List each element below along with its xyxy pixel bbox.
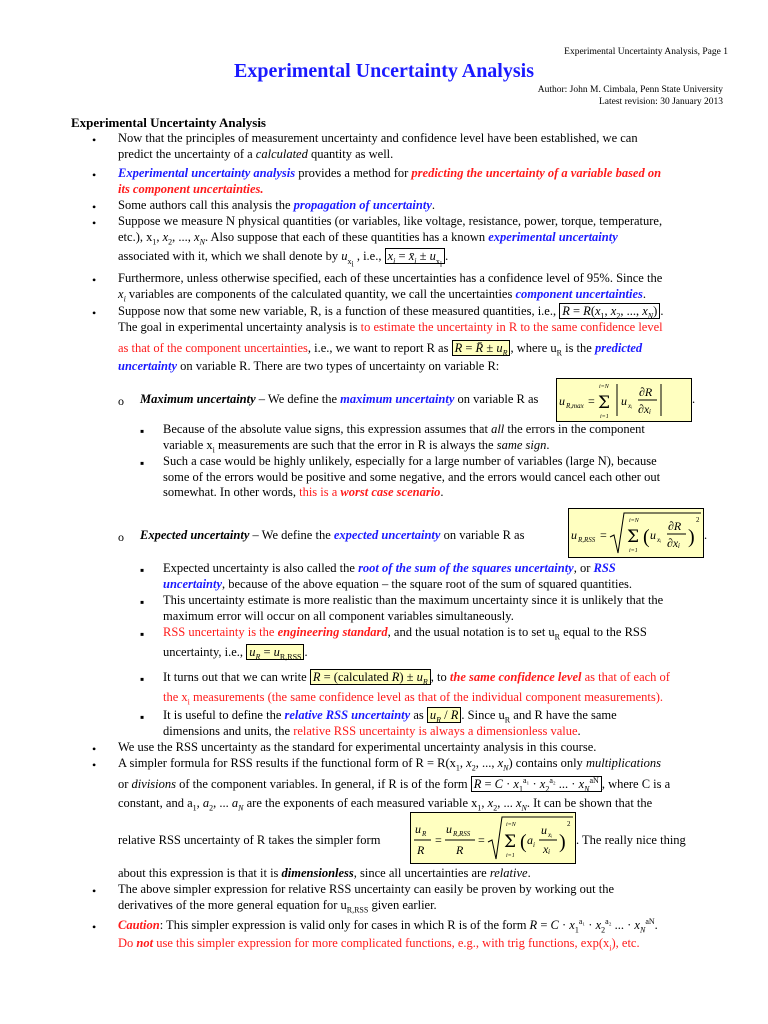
rss-equality-box: $u_R = u_{R,RSS}$ — [246, 644, 304, 660]
relative-rss-equation — [410, 812, 576, 864]
text: the x — [163, 689, 188, 704]
page-header: Experimental Uncertainty Analysis, Page 1 — [564, 47, 728, 57]
text: , since all uncertainties are — [353, 866, 490, 880]
max-uncertainty-equation — [556, 378, 692, 422]
paragraph-3 — [118, 198, 728, 214]
text: maximum uncertainty — [340, 392, 455, 406]
text: and R have the same — [510, 708, 617, 722]
svg-text:i: i — [533, 841, 535, 849]
svg-text:2: 2 — [567, 820, 571, 828]
text-line: maximum error will occur on all component variables simultaneously. — [163, 608, 514, 623]
period: . — [704, 528, 708, 542]
text: measurements (the same confidence level as that of the individual component measurements). — [189, 689, 663, 704]
svg-text:∂R: ∂R — [639, 385, 653, 399]
equation-graphic — [569, 509, 703, 557]
svg-text:i=N: i=N — [506, 822, 516, 828]
text: . — [431, 198, 436, 212]
text: root of the sum of the squares uncertainty — [358, 561, 574, 575]
text-line — [118, 147, 728, 163]
text: not — [136, 935, 154, 950]
text: , or — [573, 561, 594, 575]
svg-text:Σ: Σ — [598, 393, 611, 413]
text: about this expression is that it is — [118, 866, 282, 880]
revision-line: Latest revision: 30 January 2013 — [598, 97, 723, 107]
sub-sub-bullet-mark: ▪ — [140, 710, 145, 724]
text: somewhat. In other words, — [163, 485, 300, 499]
text: relative — [489, 866, 528, 880]
text: A simpler formula for RSS results if the functional form of R = R(x — [118, 756, 456, 770]
bullet-mark: • — [92, 920, 97, 934]
svg-text:(: ( — [520, 831, 527, 853]
svg-text:u: u — [415, 822, 421, 836]
paragraph-9 — [118, 882, 730, 913]
exp-uncertainty-def — [140, 528, 590, 544]
svg-text:): ) — [559, 831, 566, 853]
text: as that of each of — [581, 670, 670, 684]
bullet-mark: • — [92, 216, 97, 230]
paragraph-7: We use the RSS uncertainty as the standard for experimental uncertainty analysis in this course. — [118, 740, 597, 754]
text: , where u — [510, 341, 557, 355]
max-note-2 — [163, 454, 733, 501]
svg-text:Σ: Σ — [627, 527, 640, 547]
text: uncertainty — [163, 576, 223, 591]
text-line: variable $x_i$ measurements are such that the error in R is always the same sign. — [163, 437, 550, 454]
text-line: The above simpler expression for relative RSS uncertainty can easily be proven by working out the — [118, 882, 615, 896]
svg-text:R: R — [417, 843, 425, 857]
text-line: some of the errors would be positive and some negative, and the errors would cancel each other out — [163, 469, 661, 484]
text: predicting the uncertainty of a variable based on — [411, 166, 662, 180]
text: variables are components of the calculated quantity, we call the uncertainties — [125, 286, 516, 301]
text-line — [118, 320, 730, 336]
report-format-box: R = R̄ ± $u_R$ — [452, 340, 511, 356]
text: on variable R as — [440, 528, 525, 542]
text: multiplications — [585, 756, 661, 770]
svg-text:R: R — [422, 830, 427, 838]
text: etc.), x — [118, 229, 153, 244]
text: calculated — [255, 146, 308, 161]
text: , where C is a — [601, 776, 671, 791]
text-line: Furthermore, unless otherwise specified, each of these uncertainties has a confidence level of 95%. Since the — [118, 271, 663, 285]
bullet-mark: • — [92, 742, 97, 756]
text-line: derivatives of the more general equation for $u_{R,RSS}$ given earlier. — [118, 897, 437, 914]
text: or — [118, 776, 132, 791]
svg-text:i=1: i=1 — [629, 548, 638, 554]
text-line: Suppose we measure N physical quantities (or variables, like voltage, resistance, power, torque, temperature, — [118, 214, 663, 228]
max-note-1 — [163, 422, 733, 453]
text: to estimate the uncertainty in R to the same confidence level — [360, 319, 663, 334]
text: – We define the — [255, 392, 341, 406]
text: . Since u — [461, 708, 505, 722]
svg-text:xᵢ: xᵢ — [657, 536, 662, 544]
sub-sub-bullet-mark: ▪ — [140, 627, 145, 641]
text-line: etc.), $x_1$, $x_2$, ..., $x_N$. Also suppose that each of these quantities has a known experimental uncertainty — [118, 229, 618, 246]
text: quantity as well. — [307, 146, 394, 161]
text: use this simpler expression for more complicated functions, e.g., with trig functions, exp(x — [153, 935, 610, 950]
svg-text:xᵢ: xᵢ — [548, 831, 553, 839]
section-heading: Experimental Uncertainty Analysis — [71, 115, 266, 130]
text: provides a method for — [295, 166, 412, 180]
paragraph-8-end — [118, 866, 730, 882]
svg-text:R: R — [456, 843, 464, 857]
paragraph-2 — [118, 166, 728, 197]
text: propagation of uncertainty — [293, 198, 432, 212]
text: Expected uncertainty is also called the — [163, 561, 359, 575]
product-form-inline: $R = C \cdot x_1^{a_1} \cdot x_2^{a_2}$ ... · $x_N^{aN}$ — [529, 916, 655, 935]
sub-sub-bullet-mark: ▪ — [140, 424, 145, 438]
text-line: Now that the principles of measurement uncertainty and confidence level have been established, we can — [118, 131, 638, 145]
rss-uncertainty-equation — [568, 508, 704, 558]
svg-text:u: u — [650, 528, 656, 542]
equation-graphic — [411, 813, 575, 863]
text: this is a — [299, 485, 341, 499]
text: . — [654, 918, 658, 932]
text-line: $x_i$ variables are components of the calculated quantity, we call the uncertainties component uncertainties. — [118, 286, 647, 303]
relative-rss-outro: . The really nice thing — [576, 833, 686, 847]
bullet-mark: • — [92, 884, 97, 898]
text: . — [660, 304, 664, 318]
text: , to — [430, 670, 450, 684]
bullet-mark: • — [92, 273, 97, 287]
text: all — [491, 422, 505, 436]
text: relative RSS uncertainty is always a dimensionless value — [293, 723, 578, 738]
svg-text:=: = — [478, 833, 485, 847]
text: on variable R as — [454, 392, 539, 406]
product-form-box: $R = C \cdot x_1^{a_1} \cdot x_2^{a_2}$ ... · $x_N^{aN}$ — [471, 776, 602, 792]
text: expected uncertainty — [333, 528, 441, 542]
period: . — [692, 392, 696, 406]
exp-note-1 — [163, 561, 733, 592]
text: : This simpler expression is valid only for cases in which R is of the form — [159, 918, 530, 932]
text-line — [163, 645, 733, 661]
text-line — [163, 561, 733, 577]
sub-bullet-mark: o — [118, 394, 124, 408]
text-line — [118, 918, 730, 934]
text: predict the uncertainty of a — [118, 146, 256, 161]
svg-text:u: u — [621, 394, 627, 408]
svg-text:u: u — [446, 822, 452, 836]
text: as — [410, 708, 427, 722]
relative-rss-box: $u_R$ / R — [427, 707, 462, 723]
text: . — [440, 485, 444, 499]
text: It is useful to define the — [163, 708, 285, 722]
text: the errors in the component — [504, 422, 645, 436]
text-line — [163, 670, 733, 686]
svg-text:u: u — [559, 394, 565, 408]
svg-text:i=N: i=N — [599, 384, 609, 390]
svg-text:∂xᵢ: ∂xᵢ — [638, 402, 652, 416]
svg-text:R,RSS: R,RSS — [453, 830, 471, 838]
paragraph-5 — [118, 271, 730, 302]
text: . — [642, 286, 647, 301]
svg-text:R,max: R,max — [566, 402, 584, 410]
author-block — [538, 84, 723, 108]
text: uncertainty — [118, 358, 178, 373]
text-line: This uncertainty estimate is more realistic than the maximum uncertainty since it is unlikely that the — [163, 593, 664, 607]
text: . — [304, 644, 308, 659]
svg-text:=: = — [600, 528, 607, 542]
svg-text:2: 2 — [696, 516, 700, 524]
text: Some authors call this analysis the — [118, 198, 294, 212]
svg-text:a: a — [527, 833, 533, 847]
paragraph-6 — [118, 304, 730, 374]
calculated-r-box: R = (calculated $R) \pm u_R$ — [310, 669, 431, 685]
paragraph-8 — [118, 756, 730, 812]
author-line: Author: John M. Cimbala, Penn State University — [537, 85, 723, 95]
bullet-mark: • — [92, 758, 97, 772]
svg-text:u: u — [571, 528, 577, 542]
text-line — [163, 724, 733, 740]
text: The goal in experimental uncertainty analysis is — [118, 319, 361, 334]
svg-text:=: = — [435, 833, 442, 847]
exp-note-2 — [163, 593, 733, 624]
text: ) contains only — [508, 756, 586, 770]
text: constant, and a — [118, 796, 193, 810]
text: are the exponents of each measured variable x — [243, 796, 478, 810]
svg-text:xᵢ: xᵢ — [628, 402, 633, 410]
text: engineering standard — [277, 625, 388, 639]
text: experimental uncertainty — [488, 229, 618, 244]
paragraph-1 — [118, 131, 728, 162]
bullet-mark: • — [92, 306, 97, 320]
text: , i.e., — [353, 249, 385, 263]
text-line — [118, 359, 730, 375]
text-line — [118, 166, 728, 182]
text: Suppose now that some new variable, R, is a function of these measured quantities, i.e., — [118, 304, 560, 318]
text: RSS uncertainty is the — [163, 625, 278, 639]
text-line — [163, 577, 733, 593]
text: Maximum uncertainty — [140, 392, 256, 406]
text: , i.e., we want to report R as — [307, 341, 452, 355]
text: of the component variables. In general, if R is of the form — [176, 776, 471, 791]
text-line — [163, 422, 733, 438]
text: is the — [561, 341, 595, 355]
max-uncertainty-def — [140, 392, 590, 408]
svg-text:i=N: i=N — [629, 518, 639, 524]
text: . — [546, 437, 550, 452]
text: derivatives of the more general equation for u — [118, 897, 347, 912]
svg-text:(: ( — [643, 526, 650, 548]
text-line: Do not use this simpler expression for more complicated functions, e.g., with trig functions, $\exp(x_i)$, etc. — [118, 935, 640, 952]
text-line — [163, 485, 733, 501]
text-line — [118, 777, 730, 793]
text-line: associated with it, which we shall denote by $u_{x_i}$ , i.e., $x_i$ = $x̄_i \pm u_{x_i}$. — [118, 249, 449, 269]
exp-note-5 — [163, 708, 733, 739]
text-line: Such a case would be highly unlikely, especially for a large number of variables (large N), because — [163, 454, 657, 468]
text: , and the usual notation is to set u — [387, 625, 555, 639]
bullet-mark: • — [92, 200, 97, 214]
text: . — [527, 866, 531, 880]
text: , because of the above equation – the square root of the sum of squared quantities. — [222, 576, 632, 591]
text: Do — [118, 935, 137, 950]
text: ), etc. — [611, 935, 640, 950]
exp-note-4 — [163, 670, 733, 705]
bullet-mark: • — [92, 133, 97, 147]
text: Experimental uncertainty analysis — [118, 166, 296, 180]
uncertainty-notation-box: $x_i$ = $x̄_i \pm u_{x_i}$ — [385, 248, 446, 264]
text: relative RSS uncertainty — [284, 708, 411, 722]
sub-sub-bullet-mark: ▪ — [140, 672, 145, 686]
text: worst case scenario — [340, 485, 441, 499]
svg-text:): ) — [688, 526, 695, 548]
function-box: $R = R(x_1$, $x_2$, ..., $x_N$) — [559, 303, 660, 319]
sub-sub-bullet-mark: ▪ — [140, 456, 145, 470]
exp-note-3 — [163, 625, 733, 660]
text: dimensionless — [281, 866, 354, 880]
text: divisions — [131, 776, 176, 791]
text: . — [445, 249, 449, 263]
text: predicted — [594, 341, 643, 355]
text: on variable R. There are two types of uncertainty on variable R: — [177, 358, 500, 373]
svg-text:R,RSS: R,RSS — [578, 536, 596, 544]
text-line: It is useful to define the relative RSS uncertainty as $u_R$ / R . Since $u_R$ and R have the same — [163, 708, 617, 725]
text: RSS — [593, 561, 616, 575]
svg-text:i=1: i=1 — [600, 414, 609, 420]
text-line: as that of the component uncertainties, i.e., we want to report R as R = R̄ ± $u_R$ , where $u_R$ is the predicted — [118, 341, 643, 358]
text: . It can be shown that the — [526, 796, 653, 810]
text: Because of the absolute value signs, this expression assumes that — [163, 422, 492, 436]
text: equal to the RSS — [560, 625, 647, 639]
text-line: RSS uncertainty is the engineering standard, and the usual notation is to set $u_R$ equal to the RSS — [163, 625, 647, 642]
svg-text:i=1: i=1 — [506, 853, 515, 859]
bullet-mark: • — [92, 168, 97, 182]
svg-text:xᵢ: xᵢ — [543, 842, 551, 856]
svg-text:Σ: Σ — [504, 832, 517, 852]
paragraph-4 — [118, 214, 730, 269]
text: Caution — [118, 918, 160, 932]
text: given earlier. — [368, 897, 437, 912]
text: the same confidence level — [449, 670, 582, 684]
text: component uncertainties — [515, 286, 643, 301]
text: It turns out that we can write — [163, 670, 310, 684]
text: same sign — [496, 437, 547, 452]
page-title: Experimental Uncertainty Analysis — [234, 60, 534, 82]
text: – We define the — [249, 528, 334, 542]
svg-text:=: = — [588, 394, 595, 408]
relative-rss-intro: relative RSS uncertainty of R takes the simpler form — [118, 833, 381, 847]
text-line: constant, and $a_1$, $a_2$, ... $a_N$ are the exponents of each measured variable $x_1$, $x_2$, ... $x_N$. It can be shown that the — [118, 796, 653, 813]
text-line — [118, 304, 730, 320]
svg-text:∂xᵢ: ∂xᵢ — [667, 536, 681, 550]
text: . Also suppose that each of these quantities has a known — [204, 229, 489, 244]
text-line: A simpler formula for RSS results if the functional form of $R = R(x_1$, $x_2$, ..., $x_N$) contains only multiplications — [118, 756, 661, 773]
svg-text:∂R: ∂R — [668, 519, 682, 533]
equation-graphic — [557, 379, 691, 421]
text-line: the $x_i$ measurements (the same confidence level as that of the individual component measurements). — [163, 689, 663, 706]
sub-bullet-mark: o — [118, 530, 124, 544]
paragraph-10 — [118, 918, 730, 951]
text: . — [577, 723, 581, 738]
text: uncertainty, i.e., — [163, 644, 247, 659]
text: Expected uncertainty — [140, 528, 250, 542]
text-line: its component uncertainties. — [118, 181, 264, 196]
sub-sub-bullet-mark: ▪ — [140, 595, 145, 609]
sub-sub-bullet-mark: ▪ — [140, 563, 145, 577]
text: variable x — [163, 437, 213, 452]
text: measurements are such that the error in R is always the — [214, 437, 497, 452]
text: dimensions and units, the — [163, 723, 294, 738]
text: as that of the component uncertainties — [118, 341, 308, 355]
svg-text:u: u — [541, 823, 547, 837]
text: associated with it, which we shall denote by — [118, 249, 342, 263]
